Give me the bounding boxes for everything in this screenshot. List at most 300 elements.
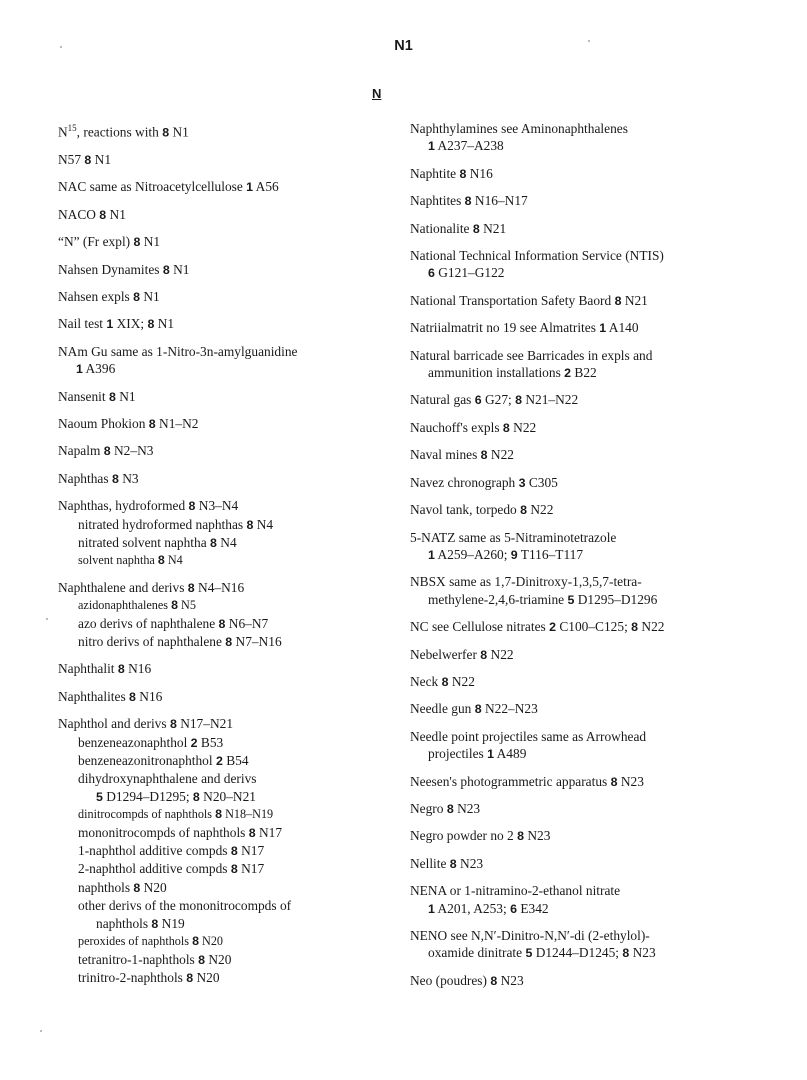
- volume-number: 1: [428, 901, 435, 916]
- index-column-left: [58, 120, 388, 996]
- entry-text: methylene-2,4,6-triamine: [428, 591, 568, 607]
- entry-text: Nansenit: [58, 388, 109, 404]
- superscript: 15: [67, 123, 77, 133]
- volume-number: 8: [133, 235, 141, 250]
- volume-number: 8: [246, 517, 254, 532]
- volume-number: 8: [162, 125, 170, 140]
- index-entry: [58, 120, 388, 142]
- volume-number: 8: [480, 647, 488, 662]
- page-reference: G121–G122: [434, 265, 505, 281]
- volume-number: 8: [133, 289, 141, 304]
- volume-number: 8: [449, 856, 457, 871]
- index-entry: [410, 800, 770, 818]
- page-reference: N20–N21: [199, 788, 256, 804]
- entry-text: Naphthas: [58, 470, 112, 486]
- entry-text: Negro: [410, 800, 447, 816]
- index-line: [410, 673, 770, 691]
- entry-text: Natural gas: [410, 392, 475, 408]
- entry-text: naphthols: [96, 915, 152, 931]
- index-line: [58, 897, 388, 914]
- index-line: [410, 446, 770, 464]
- index-entry: [58, 388, 388, 406]
- index-line: [410, 728, 770, 745]
- index-line: [58, 660, 388, 678]
- volume-number: 8: [215, 807, 223, 822]
- entry-text: National Transportation Safety Baord: [410, 292, 615, 308]
- entry-text: ammunition installations: [428, 365, 565, 381]
- volume-number: 8: [198, 952, 206, 967]
- entry-text: National Technical Information Service (NTIS): [410, 248, 664, 264]
- index-entry: [58, 660, 388, 678]
- entry-text: projectiles: [428, 746, 488, 762]
- page-reference: N3–N4: [195, 498, 239, 514]
- volume-number: 8: [622, 946, 630, 961]
- index-entry: [58, 688, 388, 706]
- index-entry: [410, 120, 770, 156]
- volume-number: 2: [549, 620, 556, 635]
- entry-text: Needle gun: [410, 701, 475, 717]
- volume-number: 8: [192, 934, 199, 949]
- volume-number: 8: [151, 916, 159, 931]
- page-reference: N21–N22: [522, 392, 579, 408]
- page-reference: N1: [106, 206, 126, 222]
- volume-number: 8: [133, 880, 141, 895]
- page-reference: D1295–D1296: [574, 591, 658, 607]
- page-reference: N2–N3: [110, 443, 154, 459]
- index-line: [410, 137, 770, 155]
- entry-text: Nauchoff's expls: [410, 419, 503, 435]
- entry-text: Nail test: [58, 316, 107, 332]
- page-reference: N4: [216, 534, 237, 550]
- index-entry: [410, 292, 770, 310]
- index-line: [410, 800, 770, 818]
- entry-text: Naphtites: [410, 193, 465, 209]
- page-reference: N17: [237, 843, 265, 859]
- index-line: [410, 247, 770, 264]
- volume-number: 1: [487, 747, 495, 762]
- entry-text: Naphthalit: [58, 661, 118, 677]
- volume-number: 5: [567, 592, 575, 607]
- index-entry: [58, 315, 388, 333]
- index-line: [58, 579, 388, 597]
- entry-text: Naphthol and derivs: [58, 716, 170, 732]
- index-entry: [58, 497, 388, 570]
- volume-number: 8: [157, 553, 165, 568]
- index-line: [410, 773, 770, 791]
- volume-number: 8: [614, 293, 622, 308]
- index-entry: [410, 165, 770, 183]
- index-line: [58, 860, 388, 878]
- volume-number: 8: [490, 973, 498, 988]
- index-line: [58, 734, 388, 752]
- entry-text: Nationalite: [410, 220, 473, 236]
- index-line: [58, 343, 388, 360]
- page-reference: N1: [140, 288, 160, 304]
- page-reference: N23: [456, 855, 484, 871]
- volume-number: 8: [99, 207, 107, 222]
- entry-text: azo derivs of naphthalene: [78, 615, 219, 631]
- index-line: [58, 360, 388, 378]
- entry-text: Navol tank, torpedo: [410, 502, 521, 518]
- index-line: [58, 824, 388, 842]
- volume-number: 8: [117, 662, 125, 677]
- index-line: [58, 178, 388, 196]
- entry-text: Naphthas, hydroformed: [58, 498, 189, 514]
- page-reference: N22: [448, 673, 475, 689]
- volume-number: 6: [428, 266, 435, 281]
- page-reference: N23: [629, 945, 656, 961]
- volume-number: 1: [599, 321, 607, 336]
- volume-number: 8: [230, 862, 238, 877]
- page-reference: N22: [509, 419, 537, 435]
- index-line: [58, 534, 388, 552]
- index-line: [58, 770, 388, 787]
- index-entry: [410, 972, 770, 990]
- page-reference: XIX;: [113, 316, 148, 332]
- index-line: [410, 646, 770, 664]
- volume-number: 8: [472, 221, 480, 236]
- entry-text: peroxides of naphthols: [78, 934, 193, 949]
- index-line: [410, 855, 770, 873]
- page-reference: N1–N2: [155, 415, 199, 431]
- entry-text: Negro powder no 2: [410, 828, 518, 844]
- volume-number: 8: [225, 635, 233, 649]
- volume-number: 8: [147, 317, 155, 332]
- volume-number: 8: [446, 801, 454, 816]
- entry-text: Natural barricade see Barricades in expls and: [410, 347, 653, 363]
- page-reference: A201, A253;: [434, 900, 511, 916]
- index-line: [410, 292, 770, 310]
- volume-number: 8: [111, 471, 119, 486]
- index-line: [410, 391, 770, 409]
- page-reference: E342: [516, 900, 549, 916]
- index-line: [410, 529, 770, 546]
- entry-text: 5-NATZ same as 5-Nitraminotetrazole: [410, 529, 617, 545]
- index-line: [58, 261, 388, 279]
- page-reference: N6–N7: [225, 615, 269, 631]
- index-entry: [410, 501, 770, 519]
- volume-number: 8: [188, 499, 196, 514]
- volume-number: 2: [190, 735, 198, 750]
- index-entry: [410, 700, 770, 718]
- index-line: [58, 120, 388, 142]
- page-reference: N4–N16: [194, 579, 245, 595]
- volume-number: 8: [610, 774, 618, 789]
- entry-text: Naphthylamines see Aminonaphthalenes: [410, 121, 628, 136]
- entry-text: NC see Cellulose nitrates: [410, 619, 550, 635]
- page-reference: N20: [140, 879, 167, 895]
- index-column-right: [410, 120, 770, 999]
- index-line: [58, 842, 388, 860]
- page-reference: N21: [479, 220, 507, 236]
- page-reference: N16: [466, 165, 493, 181]
- entry-text: Nellite: [410, 855, 450, 871]
- volume-number: 8: [108, 389, 116, 404]
- index-line: [58, 915, 388, 933]
- index-entry: [410, 927, 770, 963]
- section-letter-heading: N: [372, 86, 382, 101]
- index-entry: [410, 319, 770, 337]
- page-reference: N4: [164, 553, 183, 568]
- entry-text: oxamide dinitrate: [428, 945, 526, 961]
- index-entry: [58, 470, 388, 488]
- index-line: [410, 700, 770, 718]
- index-entry: [58, 178, 388, 196]
- entry-text: Neo (poudres): [410, 972, 491, 988]
- page-reference: N22: [487, 646, 514, 662]
- volume-number: 1: [428, 139, 435, 154]
- page-reference: G27;: [481, 392, 516, 408]
- entry-text: “N” (Fr expl): [58, 234, 134, 250]
- page-reference: N22: [526, 502, 554, 518]
- page-reference: B54: [222, 753, 249, 769]
- volume-number: 8: [186, 970, 194, 985]
- entry-text: benzeneazonaphthol: [78, 734, 191, 750]
- index-line: [58, 288, 388, 306]
- index-line: [410, 745, 770, 763]
- entry-text: Naphthalene and derivs: [58, 579, 188, 595]
- page-reference: N17–N21: [176, 716, 234, 732]
- volume-number: 1: [428, 547, 435, 562]
- index-line: [410, 364, 770, 382]
- entry-text: Needle point projectiles same as Arrowhead: [410, 728, 647, 744]
- index-line: [410, 573, 770, 590]
- index-entry: [410, 728, 770, 764]
- index-line: [58, 315, 388, 333]
- page-reference: N5: [177, 598, 196, 613]
- page-reference: N19: [158, 915, 185, 931]
- index-line: [58, 715, 388, 733]
- index-line: [410, 474, 770, 492]
- index-line: [58, 615, 388, 633]
- volume-number: 2: [564, 366, 572, 381]
- index-line: [58, 516, 388, 534]
- index-entry: [410, 446, 770, 464]
- index-entry: [410, 192, 770, 210]
- index-entry: [410, 220, 770, 238]
- volume-number: 8: [459, 166, 467, 181]
- entry-text: Naval mines: [410, 447, 481, 463]
- index-line: [410, 120, 770, 137]
- index-line: [410, 220, 770, 238]
- volume-number: 8: [248, 825, 256, 840]
- index-entry: [58, 715, 388, 987]
- entry-text: dihydroxynaphthalene and derivs: [78, 771, 257, 787]
- entry-text: solvent naphtha: [78, 553, 158, 568]
- page-reference: N1: [91, 151, 112, 167]
- entry-text: NAC same as Nitroacetylcellulose: [58, 179, 247, 195]
- index-line: [58, 969, 388, 987]
- index-entry: [58, 233, 388, 251]
- index-entry: [410, 827, 770, 845]
- volume-number: 1: [76, 362, 83, 377]
- index-line: [58, 688, 388, 706]
- entry-text: other derivs of the mononitrocompds of: [78, 898, 292, 914]
- volume-number: 8: [631, 620, 639, 635]
- entry-text: , reactions with: [76, 124, 163, 140]
- index-line: [58, 879, 388, 897]
- volume-number: 6: [510, 901, 517, 916]
- entry-text: Neesen's photogrammetric apparatus: [410, 773, 611, 789]
- entry-text: benzeneazonitronaphthol: [78, 753, 216, 769]
- page-reference: C305: [525, 474, 558, 490]
- index-line: [58, 933, 388, 950]
- page-reference: N7–N16: [232, 634, 282, 649]
- page-reference: N1: [169, 124, 189, 140]
- volume-number: 8: [103, 444, 111, 459]
- index-entry: [58, 442, 388, 460]
- entry-text: NENO see N,N′-Dinitro-N,N′-di (2-ethylol)-: [410, 928, 650, 943]
- volume-number: 8: [187, 580, 195, 595]
- page-reference: A237–A238: [434, 138, 504, 154]
- index-entry: [410, 247, 770, 283]
- index-entry: [58, 151, 388, 169]
- page-reference: C100–C125;: [556, 619, 632, 635]
- volume-number: 5: [525, 946, 533, 961]
- index-line: [410, 546, 770, 564]
- entry-text: Naoum Phokion: [58, 415, 149, 431]
- entry-text: Navez chronograph: [410, 474, 519, 490]
- page-number: N1: [394, 38, 413, 54]
- page-reference: N22: [638, 619, 665, 635]
- index-entry: [58, 579, 388, 652]
- index-entry: [410, 573, 770, 609]
- entry-text: Naphtite: [410, 165, 460, 181]
- page-reference: N20: [198, 934, 224, 949]
- page-reference: N16: [124, 661, 152, 677]
- entry-text: trinitro-2-naphthols: [78, 969, 187, 985]
- index-line: [58, 233, 388, 251]
- page-reference: N23: [617, 773, 644, 789]
- volume-number: 8: [474, 702, 482, 717]
- index-entry: [410, 347, 770, 383]
- page-reference: B53: [197, 734, 224, 750]
- entry-text: Naphthalites: [58, 688, 130, 704]
- index-line: [58, 752, 388, 770]
- index-entry: [58, 261, 388, 279]
- index-line: [58, 470, 388, 488]
- page-reference: N16: [135, 688, 163, 704]
- volume-number: 2: [215, 754, 223, 769]
- volume-number: 8: [148, 416, 156, 431]
- index-line: [410, 972, 770, 990]
- entry-text: Nahsen expls: [58, 288, 134, 304]
- entry-text: dinitrocompds of naphthols: [78, 807, 216, 822]
- index-line: [410, 165, 770, 183]
- page-reference: A56: [253, 179, 279, 195]
- index-line: [58, 806, 388, 823]
- entry-text: Neck: [410, 673, 442, 689]
- index-entry: [410, 529, 770, 565]
- index-entry: [410, 773, 770, 791]
- page-reference: N23: [453, 800, 481, 816]
- scan-speck: [40, 1030, 42, 1032]
- index-line: [410, 501, 770, 519]
- entry-text: N57: [58, 151, 85, 167]
- index-entry: [58, 415, 388, 433]
- index-line: [58, 151, 388, 169]
- volume-number: 8: [169, 717, 177, 732]
- page-reference: D1244–D1245;: [532, 945, 623, 961]
- index-line: [410, 419, 770, 437]
- volume-number: 9: [510, 547, 518, 562]
- index-line: [410, 944, 770, 962]
- page-reference: N17: [237, 861, 265, 877]
- volume-number: 6: [474, 393, 482, 408]
- scan-speck: [60, 46, 62, 48]
- volume-number: 8: [502, 420, 510, 435]
- index-line: [410, 347, 770, 364]
- volume-number: 5: [96, 789, 103, 804]
- entry-text: azidonaphthalenes: [78, 598, 172, 613]
- volume-number: 8: [441, 674, 449, 689]
- page-reference: N18–N19: [222, 807, 274, 822]
- page-reference: N22–N23: [481, 701, 538, 717]
- page-reference: N16–N17: [471, 193, 528, 209]
- page-reference: A489: [494, 746, 527, 762]
- volume-number: 3: [518, 475, 526, 490]
- page-reference: N21: [621, 292, 648, 308]
- volume-number: 8: [515, 393, 522, 408]
- page-reference: N1: [140, 234, 161, 250]
- index-line: [58, 788, 388, 806]
- index-line: [410, 319, 770, 337]
- index-entry: [410, 646, 770, 664]
- entry-text: nitrated hydroformed naphthas: [78, 516, 247, 532]
- volume-number: 8: [218, 616, 226, 631]
- page-reference: N1: [115, 388, 136, 404]
- entry-text: N: [58, 124, 68, 140]
- index-line: [410, 927, 770, 944]
- volume-number: 8: [520, 503, 527, 518]
- index-line: [410, 192, 770, 210]
- page-reference: N17: [255, 824, 283, 840]
- index-entry: [58, 288, 388, 306]
- index-entry: [58, 343, 388, 379]
- page-reference: D1294–D1295;: [102, 788, 193, 804]
- volume-number: 1: [246, 180, 254, 195]
- index-line: [58, 951, 388, 969]
- entry-text: 1-naphthol additive compds: [78, 843, 231, 859]
- volume-number: 1: [106, 317, 114, 332]
- page-reference: N1: [169, 261, 190, 277]
- index-entry: [410, 882, 770, 918]
- index-line: [410, 264, 770, 282]
- entry-text: naphthols: [78, 879, 134, 895]
- entry-text: NENA or 1-nitramino-2-ethanol nitrate: [410, 883, 621, 899]
- index-entry: [410, 474, 770, 492]
- page-reference: N4: [253, 516, 274, 532]
- entry-text: mononitrocompds of naphthols: [78, 824, 249, 840]
- index-line: [58, 633, 388, 651]
- index-entry: [410, 618, 770, 636]
- index-line: [58, 206, 388, 224]
- index-entry: [58, 206, 388, 224]
- volume-number: 8: [129, 689, 136, 704]
- volume-number: 8: [464, 194, 472, 209]
- volume-number: 8: [84, 152, 92, 167]
- index-line: [58, 497, 388, 515]
- scan-speck: [46, 618, 48, 620]
- page-reference: T116–T117: [517, 546, 584, 562]
- index-entry: [410, 419, 770, 437]
- page-reference: A259–A260;: [434, 546, 511, 562]
- index-line: [58, 388, 388, 406]
- page-reference: B22: [571, 365, 597, 381]
- index-line: [410, 827, 770, 845]
- index-line: [410, 618, 770, 636]
- volume-number: 8: [480, 448, 488, 463]
